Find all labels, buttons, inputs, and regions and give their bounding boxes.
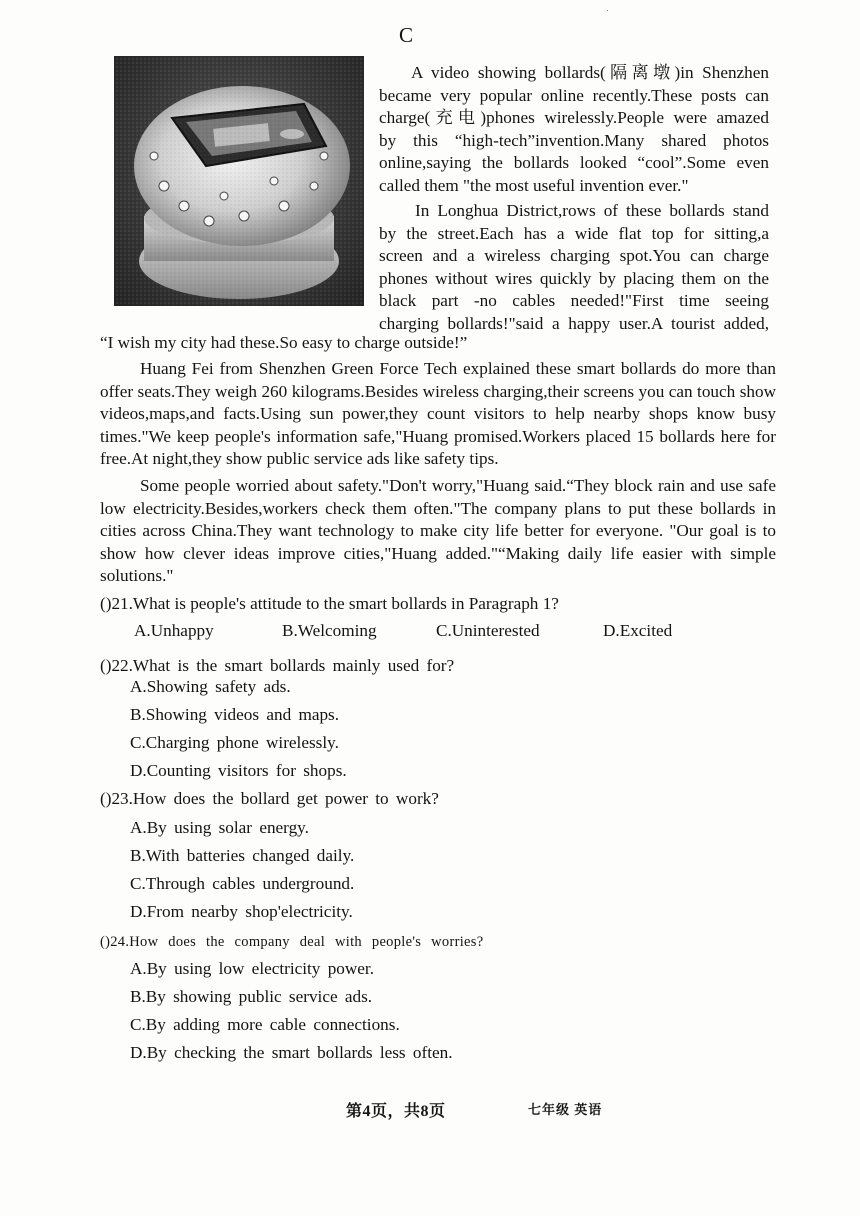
q23-option-c[interactable]: C.Through cables underground. [130, 874, 355, 893]
paragraph-1: A video showing bollards(隔离墩)in Shenzhen became very popular online recently.These posts can charge(充电)phones wirelessly.People were amazed by this “high-tech”invention.Many shared photos online,saying the bollards looked “cool”.Some even called them "the most useful invention ever." [379, 63, 769, 195]
question-21-stem: ()21.What is people's attitude to the smart bollards in Paragraph 1? [100, 594, 559, 613]
q24-option-b[interactable]: B.By showing public service ads. [130, 987, 373, 1006]
q22-option-c[interactable]: C.Charging phone wirelessly. [130, 733, 339, 752]
q24-option-d[interactable]: D.By checking the smart bollards less often. [130, 1043, 453, 1062]
q21-option-b[interactable]: B.Welcoming [282, 621, 377, 640]
q24-option-c[interactable]: C.By adding more cable connections. [130, 1015, 400, 1034]
paragraph-3: Huang Fei from Shenzhen Green Force Tech explained these smart bollards do more than offer seats.They weigh 260 kilograms.Besides wireless charging,their screens you can touch show videos,maps,and facts.Using sun power,they count visitors to help nearby shops know busy times."We keep people's information safe,"Huang promised.Workers placed 15 bollards here for free.At night,they show public service ads like safety tips. [100, 359, 776, 468]
page-number: 第4页，共8页 [346, 1103, 446, 1120]
q22-option-a[interactable]: A.Showing safety ads. [130, 677, 291, 696]
q23-option-b[interactable]: B.With batteries changed daily. [130, 846, 355, 865]
grade-subject: 七年级 英语 [528, 1102, 603, 1117]
question-24-stem: ()24.How does the company deal with people's worries? [100, 934, 484, 950]
q22-option-b[interactable]: B.Showing videos and maps. [130, 705, 340, 724]
paragraph-2-continuation: “I wish my city had these.So easy to charge outside!” [100, 333, 468, 352]
q24-option-a[interactable]: A.By using low electricity power. [130, 959, 374, 978]
q22-option-d[interactable]: D.Counting visitors for shops. [130, 761, 347, 780]
section-label: C [398, 23, 413, 47]
question-22-stem: ()22.What is the smart bollards mainly used for? [100, 656, 455, 675]
question-23-stem: ()23.How does the bollard get power to work? [100, 789, 439, 808]
q21-option-c[interactable]: C.Uninterested [436, 621, 540, 640]
question-21-options [0, 620, 860, 644]
q21-option-a[interactable]: A.Unhappy [134, 621, 214, 640]
paragraph-4: Some people worried about safety."Don't worry,"Huang said.“They block rain and use safe low electricity.Besides,workers check them often."The company plans to put these bollards in cities across China.They want technology to make city life better for everyone. "Our goal is to show how clever ideas improve cities,"Huang added."“Making daily life easier with simple solutions." [100, 476, 776, 585]
bollard-photo [114, 56, 364, 306]
q23-option-a[interactable]: A.By using solar energy. [130, 818, 309, 837]
q23-option-d[interactable]: D.From nearby shop'electricity. [130, 902, 353, 921]
q21-option-d[interactable]: D.Excited [603, 621, 673, 640]
scan-mark [607, 10, 608, 11]
paragraph-2: In Longhua District,rows of these bollards stand by the street.Each has a wide flat top for sitting,a screen and a wireless charging spot.You can charge phones without wires quickly by placing them on the black part -no cables needed!"First time seeing charging bollards!"said a happy user.A tourist added, [379, 201, 769, 333]
